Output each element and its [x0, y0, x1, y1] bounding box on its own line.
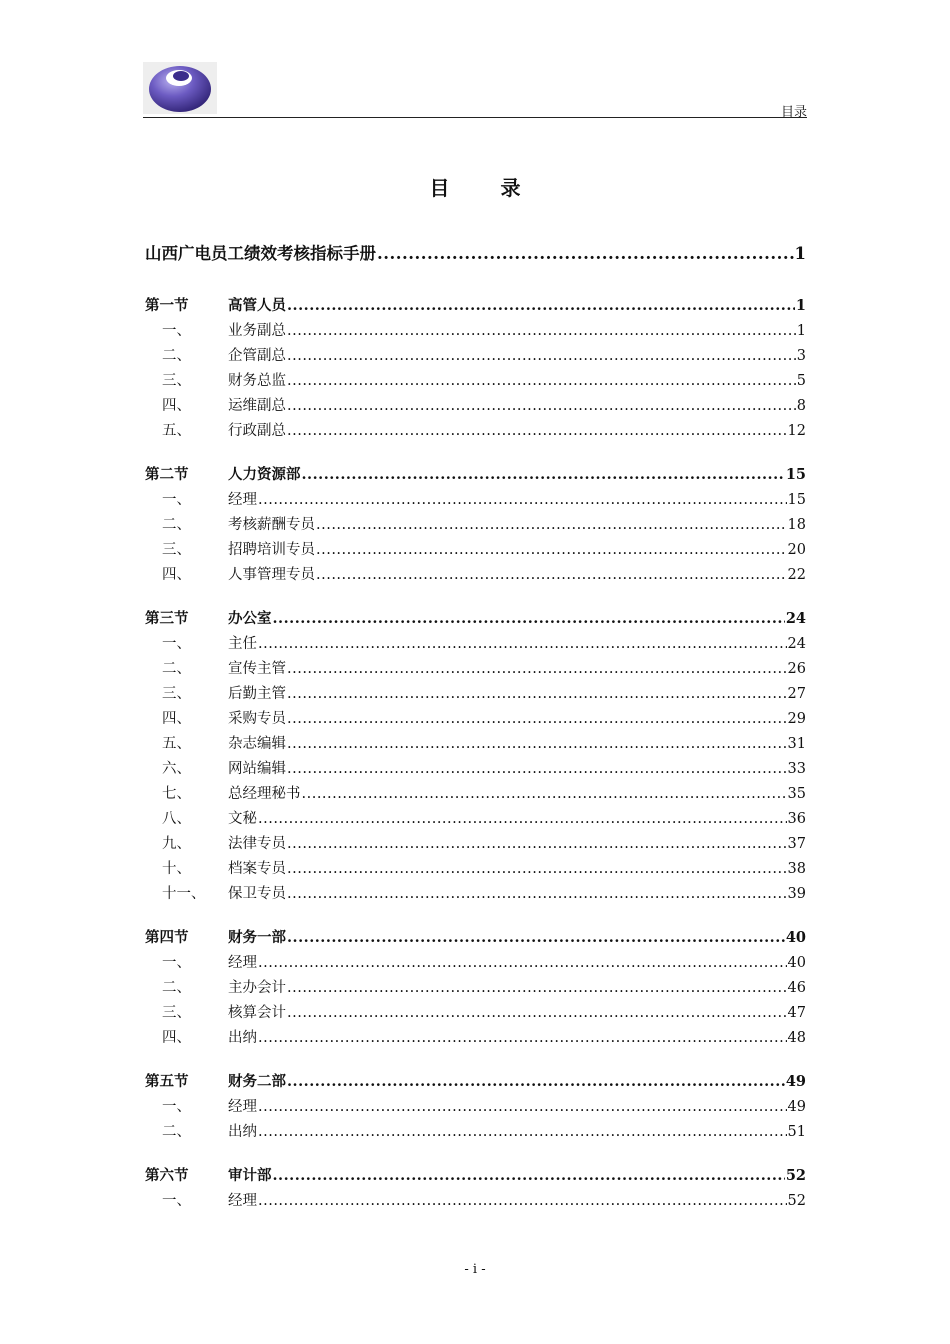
toc-item-number: 三、: [162, 1005, 191, 1021]
toc-item-label: 业务副总: [228, 323, 286, 339]
toc-leader: [287, 661, 787, 677]
page-title: 目 录: [429, 176, 543, 200]
toc-item-entry[interactable]: [145, 1120, 806, 1145]
toc-item-label: 主办会计: [228, 980, 286, 996]
toc-leader: [287, 836, 787, 852]
toc-leader: [287, 929, 785, 946]
toc-item-number: 一、: [162, 1193, 191, 1209]
toc-item-number: 九、: [162, 836, 191, 852]
toc-section-page: 49: [785, 1073, 806, 1090]
toc-item-label: 考核薪酬专员: [228, 517, 315, 533]
toc-item-label: 核算会计: [228, 1005, 286, 1021]
toc-item-page: 29: [787, 711, 806, 727]
toc-item-page: 51: [787, 1124, 806, 1140]
toc-item-label: 档案专员: [228, 861, 286, 877]
toc-section-entry[interactable]: [145, 926, 806, 951]
company-logo: [143, 62, 217, 114]
toc-leader: [316, 542, 787, 558]
toc-item-number: 二、: [162, 517, 191, 533]
toc-item-entry[interactable]: [145, 832, 806, 857]
toc-item-label: 经理: [228, 955, 257, 971]
toc-item-label: 采购专员: [228, 711, 286, 727]
toc-leader: [287, 348, 796, 364]
toc-item-label: 文秘: [228, 811, 257, 827]
toc-item-page: 48: [787, 1030, 806, 1046]
toc-item-page: 35: [787, 786, 806, 802]
toc-section-number: 第五节: [145, 1073, 189, 1090]
toc-section-entry[interactable]: [145, 1070, 806, 1095]
toc-item-number: 二、: [162, 348, 191, 364]
toc-item-page: 47: [787, 1005, 806, 1021]
toc-item-number: 十一、: [162, 886, 206, 902]
toc-item-entry[interactable]: [145, 538, 806, 563]
toc-item-number: 五、: [162, 423, 191, 439]
toc-item-entry[interactable]: [145, 757, 806, 782]
toc-item-entry[interactable]: [145, 344, 806, 369]
page-number: - i -: [464, 1262, 486, 1277]
toc-section-entry[interactable]: [145, 607, 806, 632]
toc-item-label: 行政副总: [228, 423, 286, 439]
toc-leader: [258, 492, 787, 508]
toc-leader: [287, 736, 787, 752]
toc-section-number: 第二节: [145, 466, 189, 483]
toc-section-number: 第四节: [145, 929, 189, 946]
toc-leader: [287, 398, 796, 414]
toc-item-number: 五、: [162, 736, 191, 752]
toc-section-label: 人力资源部: [228, 466, 301, 483]
toc-item-label: 人事管理专员: [228, 567, 315, 583]
toc-leader: [287, 886, 787, 902]
toc-item-entry[interactable]: [145, 732, 806, 757]
toc-leader: [287, 686, 787, 702]
toc-item-label: 企管副总: [228, 348, 286, 364]
toc-item-label: 经理: [228, 492, 257, 508]
toc-section-label: 办公室: [228, 610, 272, 627]
toc-item-number: 二、: [162, 1124, 191, 1140]
toc-item-number: 三、: [162, 542, 191, 558]
toc-item-number: 八、: [162, 811, 191, 827]
toc-section-page: 52: [785, 1167, 806, 1184]
toc-item-label: 经理: [228, 1099, 257, 1115]
toc-leader: [287, 373, 796, 389]
toc-leader: [258, 1193, 787, 1209]
toc-item-number: 一、: [162, 323, 191, 339]
toc-item-page: 31: [787, 736, 806, 752]
toc-section-label: 财务一部: [228, 929, 286, 946]
toc-item-label: 主任: [228, 636, 257, 652]
toc-item-page: 15: [787, 492, 806, 508]
toc-item-entry[interactable]: [145, 1026, 806, 1051]
toc-item-page: 5: [796, 373, 806, 389]
toc-item-entry[interactable]: [145, 369, 806, 394]
toc-item-page: 46: [787, 980, 806, 996]
toc-item-page: 24: [787, 636, 806, 652]
toc-leader: [258, 955, 787, 971]
toc-leader: [377, 244, 794, 263]
toc-item-number: 七、: [162, 786, 191, 802]
toc-item-number: 十、: [162, 861, 191, 877]
toc-section-label: 审计部: [228, 1167, 272, 1184]
toc-item-number: 四、: [162, 398, 191, 414]
toc-leader: [287, 861, 787, 877]
toc-item-entry[interactable]: [145, 707, 806, 732]
toc-section-entry[interactable]: [145, 294, 806, 319]
toc-item-page: 27: [787, 686, 806, 702]
toc-item-entry[interactable]: [145, 513, 806, 538]
toc-leader: [302, 466, 785, 483]
toc-item-entry[interactable]: [145, 682, 806, 707]
toc-item-number: 四、: [162, 711, 191, 727]
toc-section-label: 高管人员: [228, 297, 286, 314]
toc-item-entry[interactable]: [145, 319, 806, 344]
toc-item-number: 一、: [162, 492, 191, 508]
toc-leader: [316, 567, 787, 583]
header-rule: [143, 117, 807, 118]
toc-item-label: 招聘培训专员: [228, 542, 315, 558]
toc-leader: [316, 517, 787, 533]
toc-item-entry[interactable]: [145, 563, 806, 588]
toc-item-page: 37: [787, 836, 806, 852]
toc-item-page: 33: [787, 761, 806, 777]
toc-leader: [302, 786, 787, 802]
toc-item-label: 总经理秘书: [228, 786, 301, 802]
toc-item-entry[interactable]: [145, 857, 806, 882]
toc-leader: [287, 711, 787, 727]
toc-leader: [287, 761, 787, 777]
toc-item-number: 四、: [162, 1030, 191, 1046]
toc-section-number: 第三节: [145, 610, 189, 627]
toc-leader: [273, 610, 785, 627]
toc-item-page: 38: [787, 861, 806, 877]
toc-item-entry[interactable]: [145, 394, 806, 419]
toc-item-page: 39: [787, 886, 806, 902]
toc-item-number: 二、: [162, 661, 191, 677]
toc-leader: [258, 811, 787, 827]
toc-item-entry[interactable]: [145, 488, 806, 513]
toc-item-entry[interactable]: [145, 807, 806, 832]
toc-item-label: 经理: [228, 1193, 257, 1209]
toc-item-number: 六、: [162, 761, 191, 777]
toc-item-page: 1: [796, 323, 806, 339]
toc-section-page: 24: [785, 610, 806, 627]
toc-item-number: 一、: [162, 636, 191, 652]
toc-section-number: 第一节: [145, 297, 189, 314]
toc-item-label: 财务总监: [228, 373, 286, 389]
toc-leader: [287, 1005, 787, 1021]
toc-item-entry[interactable]: [145, 976, 806, 1001]
toc-leader: [258, 1030, 787, 1046]
toc-section-page: 40: [785, 929, 806, 946]
toc-item-entry[interactable]: [145, 419, 806, 444]
toc-item-label: 后勤主管: [228, 686, 286, 702]
toc-item-page: 36: [787, 811, 806, 827]
toc-section-entry[interactable]: [145, 1164, 806, 1189]
toc-item-label: 保卫专员: [228, 886, 286, 902]
toc-item-label: 法律专员: [228, 836, 286, 852]
table-of-contents: [145, 294, 806, 1214]
toc-item-number: 二、: [162, 980, 191, 996]
toc-main-page: 1: [794, 244, 806, 263]
toc-item-number: 三、: [162, 686, 191, 702]
toc-section-entry[interactable]: [145, 463, 806, 488]
toc-item-page: 8: [796, 398, 806, 414]
toc-item-entry[interactable]: [145, 657, 806, 682]
toc-item-number: 四、: [162, 567, 191, 583]
toc-leader: [287, 423, 787, 439]
toc-item-page: 22: [787, 567, 806, 583]
toc-item-label: 杂志编辑: [228, 736, 286, 752]
toc-leader: [258, 1124, 787, 1140]
toc-leader: [273, 1167, 785, 1184]
toc-section-number: 第六节: [145, 1167, 189, 1184]
toc-item-entry[interactable]: [145, 632, 806, 657]
toc-item-page: 20: [787, 542, 806, 558]
toc-main-entry[interactable]: [145, 240, 806, 262]
toc-item-label: 网站编辑: [228, 761, 286, 777]
toc-leader: [258, 1099, 787, 1115]
toc-leader: [287, 297, 795, 314]
toc-item-page: 40: [787, 955, 806, 971]
toc-section-page: 1: [795, 297, 806, 314]
toc-item-number: 三、: [162, 373, 191, 389]
toc-item-entry[interactable]: [145, 1095, 806, 1120]
toc-item-page: 18: [787, 517, 806, 533]
toc-leader: [258, 636, 787, 652]
toc-item-page: 3: [796, 348, 806, 364]
header-label: 目录: [780, 105, 807, 120]
toc-main-label: 山西广电员工绩效考核指标手册: [145, 244, 376, 263]
toc-item-label: 宣传主管: [228, 661, 286, 677]
toc-item-number: 一、: [162, 955, 191, 971]
toc-item-label: 出纳: [228, 1030, 257, 1046]
toc-item-entry[interactable]: [145, 882, 806, 907]
toc-section-label: 财务二部: [228, 1073, 286, 1090]
toc-item-page: 12: [787, 423, 806, 439]
toc-leader: [287, 323, 796, 339]
toc-item-entry[interactable]: [145, 1001, 806, 1026]
toc-leader: [287, 1073, 785, 1090]
toc-item-label: 运维副总: [228, 398, 286, 414]
toc-section-page: 15: [785, 466, 806, 483]
toc-item-entry[interactable]: [145, 951, 806, 976]
toc-item-entry[interactable]: [145, 1189, 806, 1214]
toc-item-page: 26: [787, 661, 806, 677]
toc-item-page: 52: [787, 1193, 806, 1209]
toc-item-page: 49: [787, 1099, 806, 1115]
toc-item-entry[interactable]: [145, 782, 806, 807]
toc-item-number: 一、: [162, 1099, 191, 1115]
toc-leader: [287, 980, 787, 996]
toc-item-label: 出纳: [228, 1124, 257, 1140]
